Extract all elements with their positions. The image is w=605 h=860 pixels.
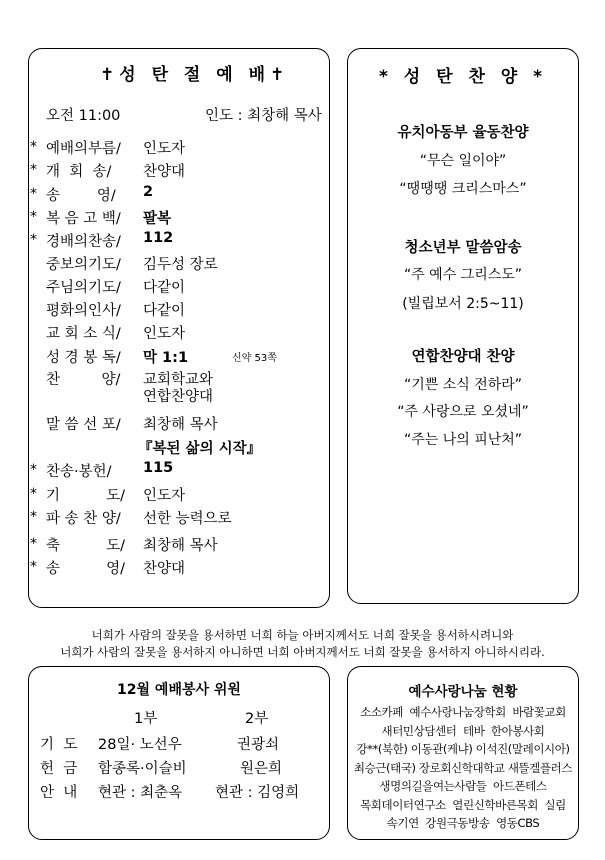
carol-group-heading: 연합찬양대 찬양 <box>411 349 515 365</box>
volunteer-second-service: 원은희 <box>240 761 283 777</box>
volunteer-first-service: 현관 : 최춘옥 <box>98 785 183 801</box>
order-value: 최창해 목사 <box>143 538 218 554</box>
order-value: 찬양대 <box>143 561 186 577</box>
order-value: 팔복 <box>143 211 172 227</box>
order-value: 112 <box>143 230 174 246</box>
order-value: 다같이 <box>143 303 186 319</box>
sharing-row: 생명의길을여는사람들 아드폰테스 <box>379 779 547 793</box>
volunteer-col-2: 2부 <box>245 711 269 727</box>
worship-time: 오전 11:00 <box>46 108 121 124</box>
carol-group-heading: 유치아동부 율동찬양 <box>397 125 529 141</box>
volunteer-second-service: 현관 : 김영희 <box>215 785 300 801</box>
sharing-row: 최승근(태국) 장로회신학대학교 새뜰겔플러스 <box>353 760 573 775</box>
carol-song: “주 사랑으로 오셨네” <box>397 404 529 420</box>
order-label: 경배의찬송/ <box>46 234 121 250</box>
order-value: 다같이 <box>143 280 186 296</box>
volunteer-role: 안 내 <box>40 785 78 801</box>
required-star: * <box>30 462 37 478</box>
order-label: 파 송 찬 양/ <box>46 511 121 527</box>
carol-song: “무슨 일이야” <box>419 153 507 169</box>
volunteer-col-1: 1부 <box>134 711 158 727</box>
carol-song: “땡땡땡 크리스마스” <box>399 181 527 197</box>
order-value: 115 <box>143 460 174 476</box>
volunteer-second-service: 권광쇠 <box>237 737 280 753</box>
order-label: 찬송·봉헌/ <box>46 464 112 480</box>
order-label: 축 도/ <box>46 538 125 554</box>
sharing-row: 소소카페 예수사랑나눔장학회 바람꽃교회 <box>360 705 566 719</box>
order-label: 주님의기도/ <box>46 280 121 296</box>
sharing-row: 새터민상담센터 테바 한아봉사회 <box>381 723 545 738</box>
order-label: 송 영/ <box>46 561 125 577</box>
required-star: * <box>30 509 37 525</box>
order-value-continued: 연합찬양대 <box>143 389 214 405</box>
required-star: * <box>30 139 37 155</box>
order-value: 교회학교와 <box>143 372 214 388</box>
required-star: * <box>30 209 37 225</box>
carol-title: * 성 탄 찬 양 * <box>378 67 548 87</box>
order-value: 인도자 <box>143 488 186 504</box>
scripture-page-note: 신약 53쪽 <box>232 353 277 364</box>
required-star: * <box>30 536 37 552</box>
order-value-continued: 『복된 삶의 시작』 <box>138 441 262 457</box>
volunteer-first-service: 함종록·이슬비 <box>98 761 187 777</box>
required-star: * <box>30 559 37 575</box>
order-value: 선한 능력으로 <box>143 511 232 527</box>
worship-leader: 인도 : 최창해 목사 <box>205 108 322 124</box>
order-label: 개 회 송/ <box>46 164 112 180</box>
order-label: 송 영/ <box>46 188 116 204</box>
sharing-row: 속기연 강원극동방송 영동CBS <box>386 816 540 830</box>
required-star: * <box>30 162 37 178</box>
order-label: 복 음 고 백/ <box>46 211 121 227</box>
sharing-title: 예수사랑나눔 현황 <box>408 684 518 700</box>
order-label: 기 도/ <box>46 488 125 504</box>
carol-song: (빌립보서 2:5~11) <box>402 296 524 312</box>
carol-song: “기쁜 소식 전하라” <box>403 377 523 393</box>
volunteer-role: 헌 금 <box>40 761 78 777</box>
carol-group-heading: 청소년부 말씀암송 <box>404 240 522 256</box>
order-value: 김두성 장로 <box>143 257 218 273</box>
order-value: 최창해 목사 <box>143 417 218 433</box>
worship-title: ✝성 탄 절 예 배✝ <box>100 65 290 85</box>
verse-line-2: 너희가 사람의 잘못을 용서하지 아니하면 너희 아버지께서도 너희 잘못을 용서하지 아니하시리라. <box>60 645 545 659</box>
order-label: 중보의기도/ <box>46 257 121 273</box>
order-label: 평화의인사/ <box>46 303 121 319</box>
order-label: 성 경 봉 독/ <box>46 350 121 366</box>
required-star: * <box>30 232 37 248</box>
sharing-row: 목회데이터연구소 열린신학바른목회 실림 <box>360 797 566 812</box>
order-label: 말 씀 선 포/ <box>46 417 121 433</box>
order-label: 찬 양/ <box>46 372 121 388</box>
sharing-row: 강**(북한) 이동관(케냐) 이석진(말레이시아) <box>356 742 570 756</box>
volunteer-role: 기 도 <box>40 737 78 753</box>
verse-line-1: 너희가 사람의 잘못을 용서하면 너희 하늘 아버지께서도 너희 잘못을 용서하시려니와 <box>91 628 514 642</box>
volunteer-first-service: 28일· 노선우 <box>98 737 182 753</box>
required-star: * <box>30 486 37 502</box>
order-label: 예배의부름/ <box>46 141 121 157</box>
order-label: 교 회 소 식/ <box>46 326 121 342</box>
carol-song: “주 예수 그리스도” <box>403 267 523 283</box>
order-value: 찬양대 <box>143 164 186 180</box>
volunteer-title: 12월 예배봉사 위원 <box>117 682 241 698</box>
required-star: * <box>30 186 37 202</box>
order-value: 인도자 <box>143 326 186 342</box>
carol-song: “주는 나의 피난처” <box>403 432 523 448</box>
order-value: 2 <box>143 184 154 200</box>
order-value: 인도자 <box>143 141 186 157</box>
order-value: 막 1:1 <box>143 350 189 366</box>
